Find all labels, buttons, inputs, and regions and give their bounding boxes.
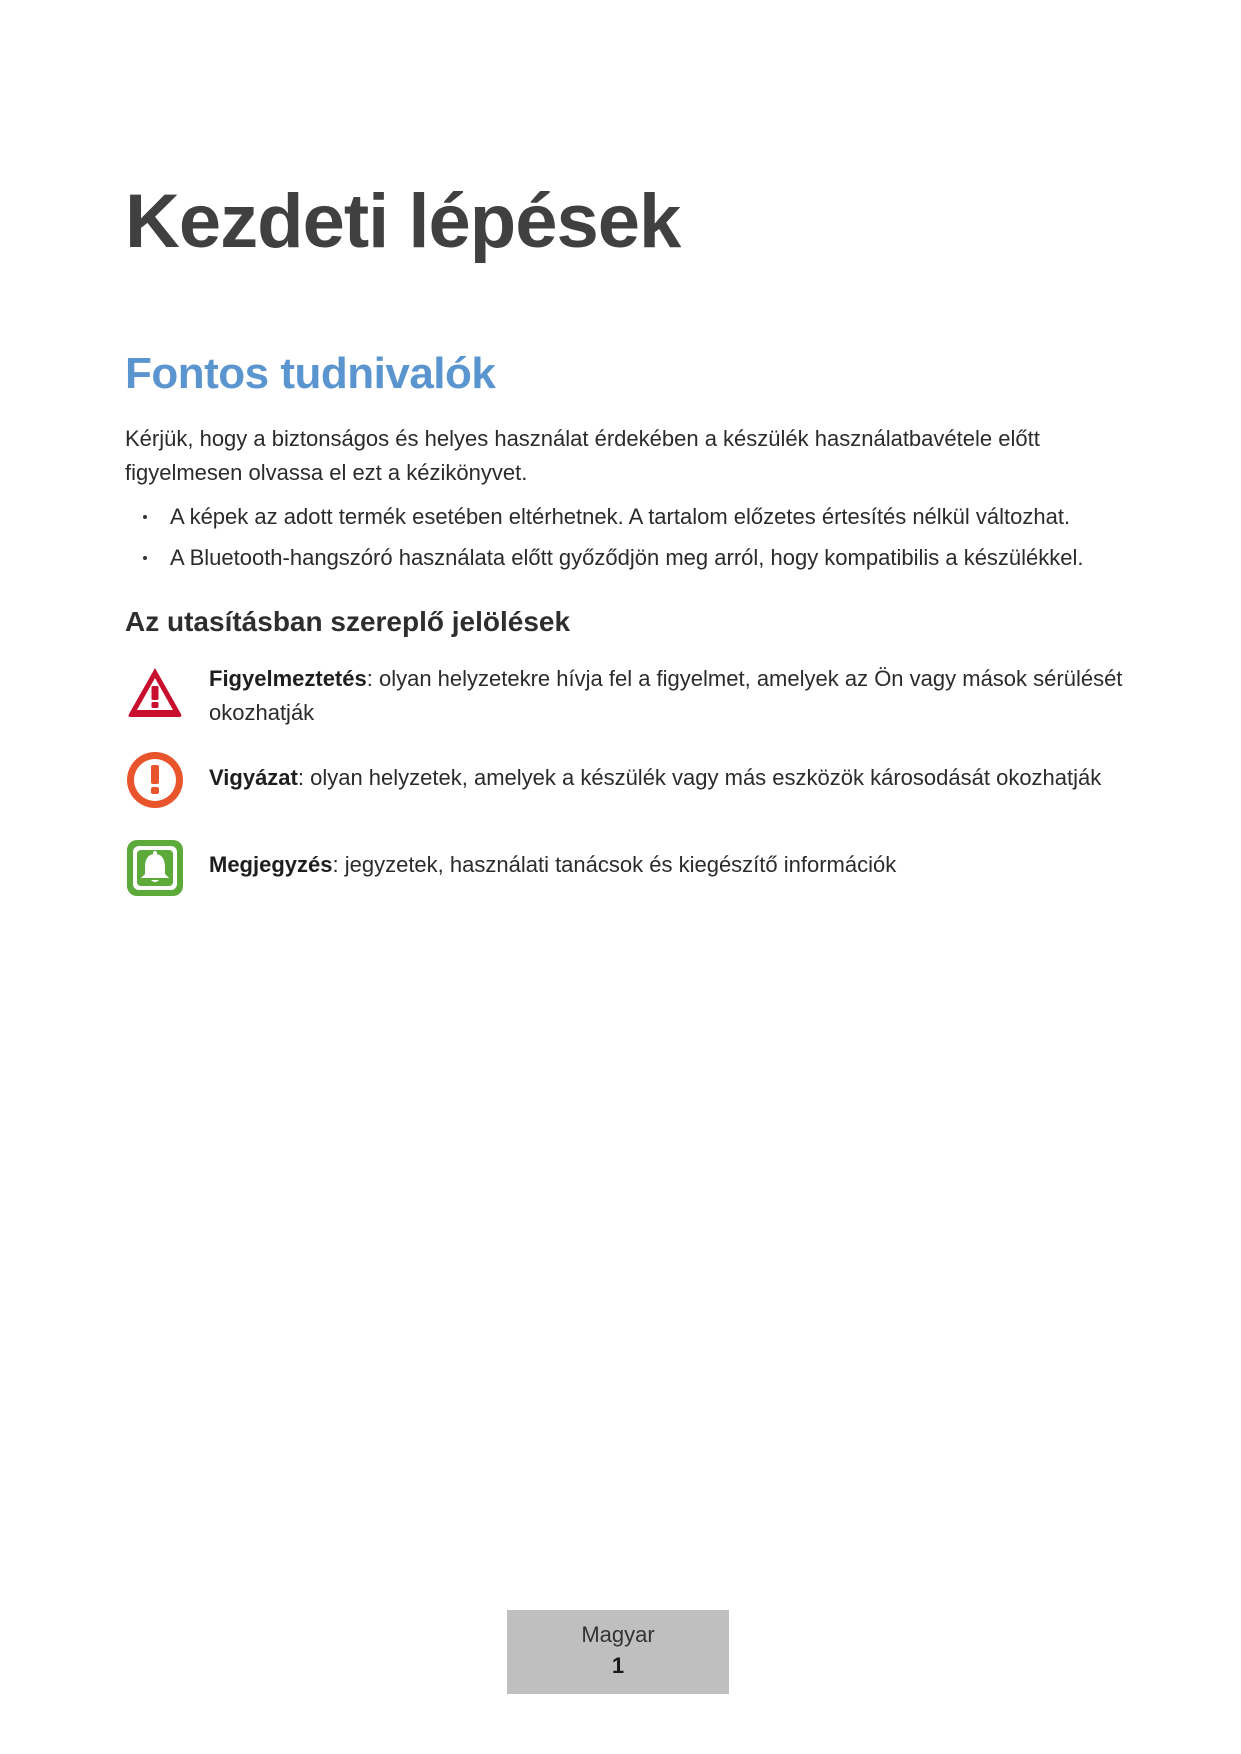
- intro-paragraph: Kérjük, hogy a biztonságos és helyes használat érdekében a készülék használatbavétele előtt figyelmesen olvassa el ezt a kézikönyvet.: [125, 426, 1040, 485]
- notice-note-label: Megjegyzés: [209, 852, 333, 877]
- section-title: Fontos tudnivalók: [125, 349, 496, 398]
- notice-warning-description: : olyan helyzetekre hívja fel a figyelmet, amelyek az Ön vagy mások sérülését okozhatják: [209, 666, 1123, 725]
- notice-warning: [125, 662, 1125, 730]
- exclamation-circle-icon: [125, 750, 185, 810]
- list-item: [125, 541, 1185, 575]
- page-footer: [507, 1610, 729, 1694]
- bullet-dot: [143, 515, 147, 519]
- bullet-list: [125, 500, 1185, 582]
- chapter-title: Kezdeti lépések: [125, 179, 681, 264]
- page-number: 1: [611, 1653, 625, 1678]
- notice-caution-label: Vigyázat: [209, 765, 298, 790]
- footer-language: Magyar: [581, 1622, 655, 1647]
- notice-caution-text: [209, 750, 1101, 795]
- list-item: [125, 500, 1185, 534]
- notice-note: [125, 838, 1125, 898]
- notice-caution: [125, 750, 1125, 810]
- warning-triangle-icon: [125, 662, 185, 722]
- bell-icon: [125, 838, 185, 898]
- bullet-dot: [143, 556, 147, 560]
- notice-note-description: : jegyzetek, használati tanácsok és kiegészítő információk: [332, 852, 897, 877]
- notices-title: Az utasításban szereplő jelölések: [125, 606, 571, 637]
- bullet-text: A képek az adott termék esetében eltérhetnek. A tartalom előzetes értesítés nélkül változhat.: [170, 504, 1071, 529]
- notice-warning-text: [209, 662, 1125, 730]
- notice-warning-label: Figyelmeztetés: [209, 666, 367, 691]
- notice-caution-description: : olyan helyzetek, amelyek a készülék vagy más eszközök károsodását okozhatják: [297, 765, 1102, 790]
- bullet-text: A Bluetooth-hangszóró használata előtt győződjön meg arról, hogy kompatibilis a készülékkel.: [170, 545, 1084, 570]
- notice-note-text: [209, 838, 896, 882]
